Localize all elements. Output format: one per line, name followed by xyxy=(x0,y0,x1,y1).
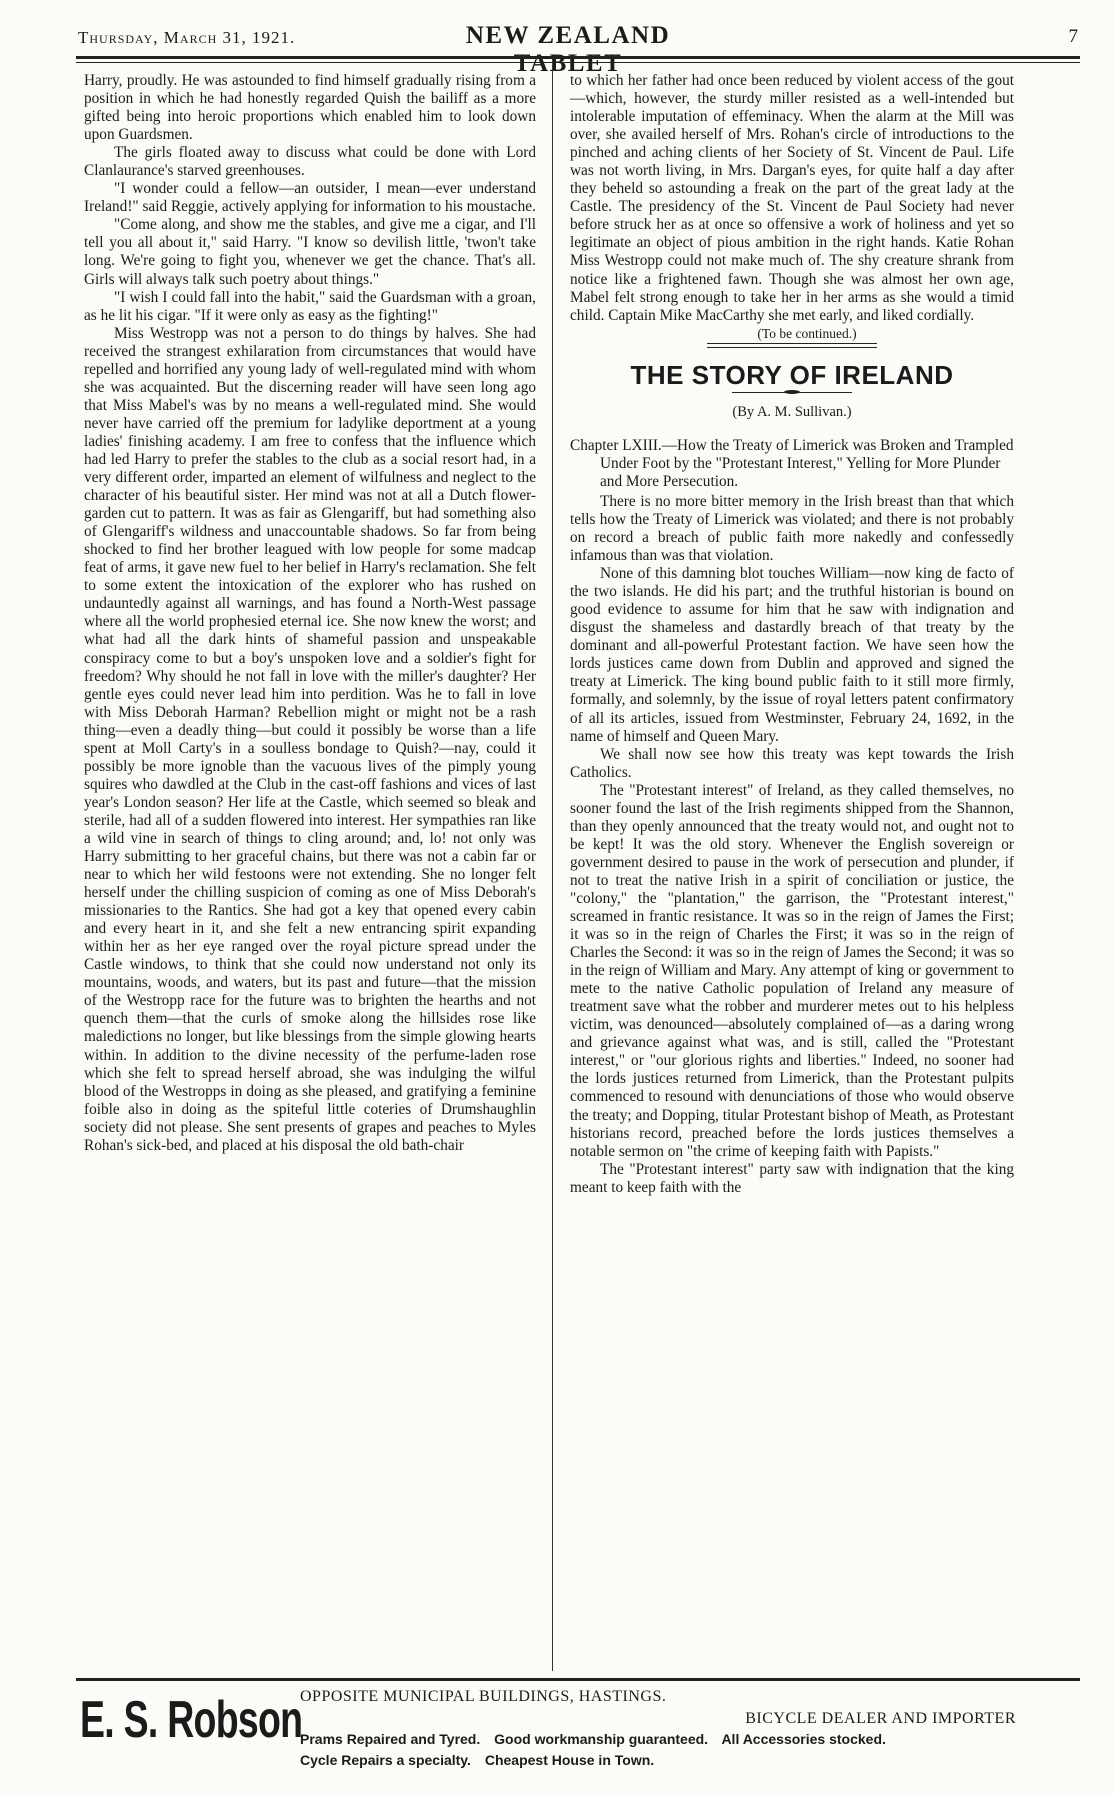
article-title: THE STORY OF IRELAND xyxy=(630,359,954,390)
ad-text: Cycle Repairs a specialty. xyxy=(300,1752,471,1768)
article-paragraph: We shall now see how this treaty was kept towards the Irish Catholics. xyxy=(570,745,1014,781)
advertisement-services xyxy=(300,1731,896,1747)
serial-paragraph: Miss Westropp was not a person to do things by halves. She had received the strangest exhilaration from circumstances that would have repelled and horrified any young lady of well-regulated mind with whom she was acquainted. But the discerning reader will have seen long ago that Miss Mabel's was by no means a well-regulated mind. She would never have carried off the premium for ladylike deportment at a young ladies' finishing academy. I am free to confess that the influence which had led Harry to prefer the stables to the club as a social resort had, in a very different order, imparted an element of wilfulness and neglect to the character of his beautiful sister. Her mind was not at all a Dutch flower-garden cut to pattern. It was as fair as Glengariff, but had something also of Glengariff's wildness and unaccountable shadows. So far from being shocked to find her brother leagued with low people for some madcap feat of arms, it gave new fuel to her belief in Harry's reclamation. She felt to some extent the intoxication of the explorer who has rushed on undauntedly against all warnings, and has found a North-West passage where all the world prophesied eternal ice. She now knew the worst; and what had all the dark hints of shameful passion and unspeakable conspiracy come to but a boy's unspoken love and a soldier's fight for freedom? Why should he not fall in love with the miller's daughter? Her gentle eyes could never lead him into perdition. Was he to fall in love with Miss Deborah Harman? Rebellion might or might not be a rash thing—even a deadly thing—but could it possibly be worse than a life spent at Moll Carty's in a soulless bondage to Quish?—nay, could it possibly be more ignoble than the vacuous lives of the pimply young squires who dawdled at the Club in the cast-off fashions and vices of last year's London season? Her life at the Castle, which seemed so bleak and sterile, had all of a sudden flowered into interest. Her sympathies ran like a wild vine in search of things to cling around; and, lo! not only was Harry submitting to her graceful chains, but there was not a cabin far or near to which her wild festoons were not extending. She no longer felt herself under the chilling suspicion of coming as one of Miss Deborah's missionaries to the Rantics. She had got a key that opened every cabin and every heart in it, and she felt a new entrancing spirit expanding within her as her eye ranged over the royal picture spread under the Castle windows, to think that she could now understand not only its mountains, woods, and waters, but its past and future—that the mission of the Westropp race for the future was to brighten the hearths and not quench them—that the curls of smoke along the hillsides rose like maledictions no longer, but like blessings from the simple glowing hearts within. In addition to the divine necessity of the perfume-laden rose which she felt to spread herself abroad, she was indulging the wilful blood of the Westropps in doing as she pleased, and gratifying a feminine foible also in doing as the spiteful little coteries of Drumshaughlin society did not please. She sent presents of grapes and peaches to Myles Rohan's sick-bed, and placed at his disposal the old bath-chair xyxy=(84,324,536,1154)
header-rule xyxy=(76,56,1080,63)
advertiser-trade: BICYCLE DEALER AND IMPORTER xyxy=(745,1710,1016,1727)
footer-rule xyxy=(76,1678,1080,1681)
continued-note: (To be continued.) xyxy=(757,325,857,341)
article-paragraph: None of this damning blot touches William—now king de facto of the two islands. He did his part; and the truthful historian is bound on good evidence to assume for him that he saw with indignation and disgust the shameless and dastardly breach of that treaty by the dominant and all-powerful Protestant faction. We have seen how the lords justices came down from Dublin and approved and signed the treaty at Limerick. The king bound public faith to it still more firmly, formally, and solemnly, by the issue of royal letters patent confirmatory of all its articles, issued from Westminster, February 24, 1692, in the name of himself and Queen Mary. xyxy=(570,565,1014,745)
advertiser-address: OPPOSITE MUNICIPAL BUILDINGS, HASTINGS. xyxy=(300,1688,667,1705)
article-paragraph: There is no more bitter memory in the Irish breast than that which tells how the Treaty of Limerick was violated; and there is not probably on record a breach of public faith more nakedly and confessedly infamous than was that violation. xyxy=(570,492,1014,565)
masthead xyxy=(78,22,1078,77)
ornament-divider xyxy=(732,392,852,393)
ad-text: Good workmanship guaranteed. xyxy=(494,1731,709,1747)
serial-paragraph: "I wish I could fall into the habit," said the Guardsman with a groan, as he lit his cigar. "If it were only as easy as the fighting!" xyxy=(84,288,536,324)
article-byline: (By A. M. Sullivan.) xyxy=(732,403,852,420)
section-divider xyxy=(707,343,877,348)
advertiser-name: E. S. Robson xyxy=(80,1691,303,1749)
ad-text: Cheapest House in Town. xyxy=(484,1752,655,1768)
serial-paragraph: "Come along, and show me the stables, and give me a cigar, and I'll tell you all about it," said Harry. "I know so devilish little, 'twon't take long. We're going to fight you, whenever we get the chance. That's all. Girls will always talk such poetry about things." xyxy=(84,216,536,288)
article-paragraph: The "Protestant interest" of Ireland, as they called themselves, no sooner found the last of the Irish regiments shipped from the Shannon, than they openly announced that the treaty would not, and ought not to be kept! It was the old story. Whenever the English sovereign or government desired to pause in the work of persecution and plunder, if not to treat the native Irish in a spirit of conciliation or justice, the "colony," the "plantation," the garrison, the "Protestant interest," screamed in frantic resistance. It was so in the reign of James the First; it was so in the reign of Charles the First; it was so in the reign of Charles the Second: it was so in the reign of James the Second; it was so in the reign of William and Mary. Any attempt of king or government to mete to the native Catholic population of Ireland any measure of treatment save what the robber and murderer metes out to his helpless victim, was denounced—absolutely complained of—as a daring wrong and grievance against what was, and is still, called the "Protestant interest," or "our glorious rights and liberties." Indeed, no sooner had the lords justices returned from Limerick, than the Protestant pulpits commenced to resound with denunciations of those who would observe the treaty; and Dopping, titular Protestant bishop of Meath, as Protestant historians record, preached before the lords justices themselves a notable sermon on "the crime of keeping faith with Papists." xyxy=(570,781,1014,1160)
ad-text: All Accessories stocked. xyxy=(721,1731,886,1747)
chapter-heading: Chapter LXIII.—How the Treaty of Limerick was Broken and Trampled Under Foot by the "Protestant Interest," Yelling for More Plunder and More Persecution. xyxy=(570,436,1014,490)
column-divider xyxy=(552,66,553,1671)
advertisement-tagline xyxy=(300,1752,664,1768)
issue-date: Thursday, March 31, 1921. xyxy=(78,28,296,47)
serial-paragraph: to which her father had once been reduced by violent access of the gout—which, however, the sturdy miller resisted as a well-intended but intolerable imputation of effeminacy. When the alarm at the Mill was over, she availed herself of Mrs. Rohan's circle of introductions to the pinched and aching clients of her Society of St. Vincent de Paul. Life was not worth living, in Mrs. Dargan's eyes, for quite half a day after they beheld so astounding a freak on the part of the great lady at the Castle. The presidency of the St. Vincent de Paul Society had never before struck her as at once so offensive a work of holiness and yet so legitimate an object of pious ambition in the right hands. Katie Rohan Miss Westropp could not make much of. The shy creature shrank from notice like a frightened fawn. Though she was almost her own age, Mabel felt strong enough to take her in her arms as she would a timid child. Captain Mike MacCarthy she met early, and liked cordially. xyxy=(570,72,1014,324)
serial-paragraph: "I wonder could a fellow—an outsider, I mean—ever understand Ireland!" said Reggie, actively applying for information to his moustache. xyxy=(84,180,536,216)
serial-paragraph: Harry, proudly. He was astounded to find himself gradually rising from a position in which he had honestly regarded Quish the bailiff as a more gifted being into heroic proportions which enabled him to look down upon Guardsmen. xyxy=(84,72,536,144)
serial-paragraph: The girls floated away to discuss what could be done with Lord Clanlaurance's starved greenhouses. xyxy=(84,144,536,180)
article-paragraph: The "Protestant interest" party saw with indignation that the king meant to keep faith with the xyxy=(570,1160,1014,1196)
ad-text: Prams Repaired and Tyred. xyxy=(300,1731,481,1747)
publication-title: NEW ZEALAND TABLET xyxy=(465,22,671,77)
left-column xyxy=(84,72,536,1155)
right-column xyxy=(570,72,1014,1197)
page-number: 7 xyxy=(1068,26,1078,47)
